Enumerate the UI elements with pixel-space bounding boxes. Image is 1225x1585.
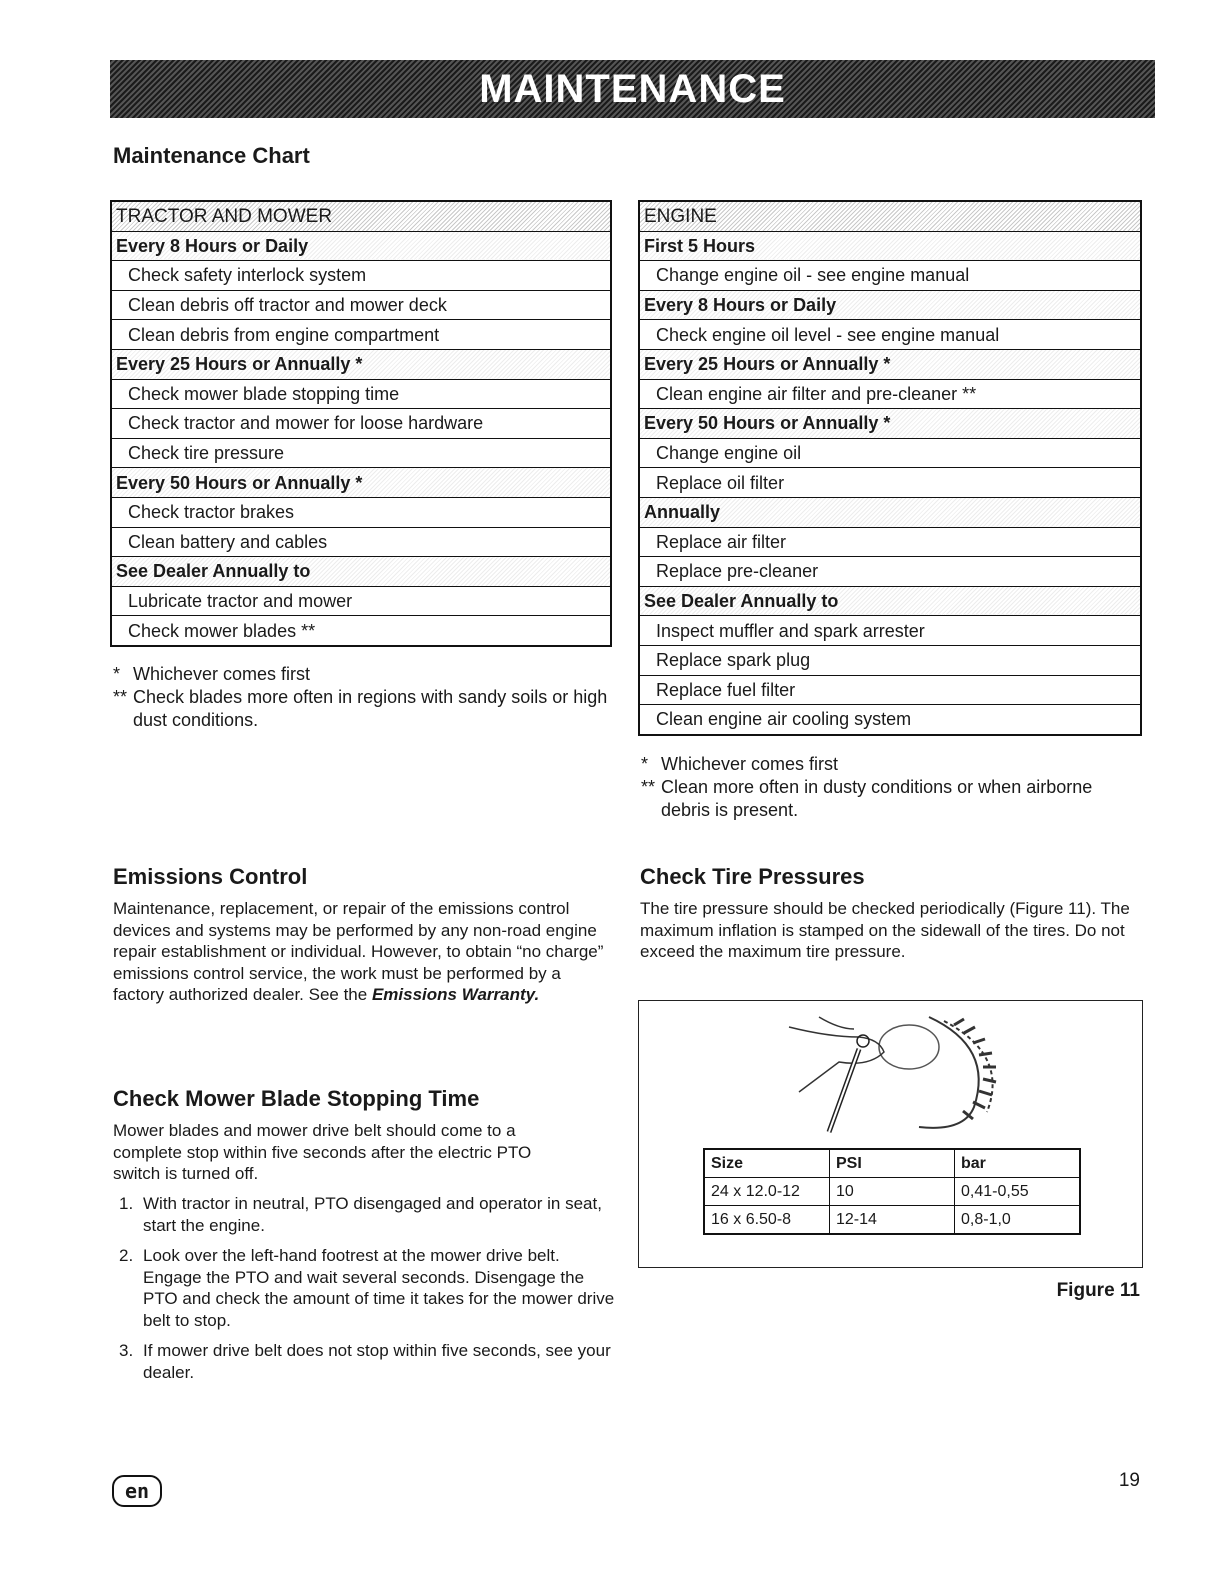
interval-header-row — [111, 231, 611, 261]
footnote-text: Check blades more often in regions with sandy soils or high dust conditions. — [133, 687, 608, 730]
task-row — [639, 468, 1141, 498]
task-row — [639, 705, 1141, 735]
footnote-mark: ** — [113, 687, 128, 707]
task-item: Lubricate tractor and mower — [111, 586, 611, 616]
task-item: Replace oil filter — [639, 468, 1141, 498]
task-row — [111, 320, 611, 350]
pressure-cell: 10 — [830, 1178, 955, 1206]
emissions-title: Emissions Control — [113, 864, 308, 889]
banner-title: MAINTENANCE — [479, 66, 786, 111]
task-row — [639, 645, 1141, 675]
pressure-header-cell: PSI — [830, 1149, 955, 1178]
interval-header: Every 50 Hours or Annually * — [111, 468, 611, 498]
blade-stop-steps — [113, 1193, 618, 1392]
footnote — [113, 663, 613, 686]
page-number: 19 — [1118, 1470, 1140, 1491]
task-item: Clean engine air cooling system — [639, 705, 1141, 735]
task-item: Check mower blades ** — [111, 616, 611, 646]
interval-header: See Dealer Annually to — [111, 557, 611, 587]
task-row — [111, 527, 611, 557]
interval-header: Annually — [639, 497, 1141, 527]
emissions-warranty-ref: Emissions Warranty. — [371, 985, 540, 1004]
task-item: Change engine oil - see engine manual — [639, 261, 1141, 291]
table-title: ENGINE — [639, 201, 1141, 231]
blade-stop-title: Check Mower Blade Stopping Time — [113, 1086, 480, 1111]
footnote-text: Whichever comes first — [133, 664, 311, 684]
tractor-notes — [113, 663, 613, 732]
pressure-cell: 0,41-0,55 — [955, 1178, 1081, 1206]
interval-header: Every 8 Hours or Daily — [639, 290, 1141, 320]
task-row — [639, 557, 1141, 587]
language-badge: en — [112, 1475, 162, 1507]
step-item — [113, 1193, 618, 1236]
interval-header-row — [111, 349, 611, 379]
task-row — [639, 261, 1141, 291]
pressure-row — [704, 1178, 1080, 1206]
task-row — [639, 438, 1141, 468]
pressure-header-row — [704, 1149, 1080, 1178]
tire-gauge-illustration — [759, 1007, 1019, 1137]
interval-header: Every 25 Hours or Annually * — [111, 349, 611, 379]
tire-pressure-body: The tire pressure should be checked periodically (Figure 11). The maximum inflation is stamped on the sidewall of the tires. Do not exceed the maximum tire pressure. — [640, 899, 1130, 961]
task-item: Check mower blade stopping time — [111, 379, 611, 409]
task-row — [111, 409, 611, 439]
task-item: Check tractor brakes — [111, 497, 611, 527]
engine-table — [638, 200, 1142, 736]
pressure-row — [704, 1206, 1080, 1235]
interval-header: See Dealer Annually to — [639, 586, 1141, 616]
task-row — [639, 616, 1141, 646]
table-title: TRACTOR AND MOWER — [111, 201, 611, 231]
pressure-cell: 16 x 6.50-8 — [704, 1206, 830, 1235]
pressure-cell: 12-14 — [830, 1206, 955, 1235]
footnote — [641, 776, 1141, 822]
step-item — [113, 1340, 618, 1383]
task-item: Clean battery and cables — [111, 527, 611, 557]
task-item: Replace spark plug — [639, 645, 1141, 675]
footnote-mark: ** — [641, 777, 656, 797]
task-item: Clean debris from engine compartment — [111, 320, 611, 350]
interval-header: First 5 Hours — [639, 231, 1141, 261]
tire-pressure-title: Check Tire Pressures — [640, 864, 865, 889]
task-item: Check tractor and mower for loose hardware — [111, 409, 611, 439]
interval-header: Every 50 Hours or Annually * — [639, 409, 1141, 439]
interval-header-row — [111, 557, 611, 587]
table-title-row — [639, 201, 1141, 231]
step-number: 2. — [119, 1246, 134, 1265]
task-item: Clean debris off tractor and mower deck — [111, 290, 611, 320]
task-item: Clean engine air filter and pre-cleaner ** — [639, 379, 1141, 409]
task-row — [111, 616, 611, 646]
tire-pressure-table — [703, 1148, 1081, 1235]
step-text: If mower drive belt does not stop within five seconds, see your dealer. — [143, 1341, 611, 1382]
task-item: Check safety interlock system — [111, 261, 611, 291]
footnote-mark: * — [641, 754, 649, 774]
task-item: Replace fuel filter — [639, 675, 1141, 705]
task-row — [639, 320, 1141, 350]
footnote — [113, 686, 613, 732]
task-item: Check engine oil level - see engine manual — [639, 320, 1141, 350]
task-item: Inspect muffler and spark arrester — [639, 616, 1141, 646]
step-text: With tractor in neutral, PTO disengaged and operator in seat, start the engine. — [143, 1194, 602, 1235]
footnote-text: Clean more often in dusty conditions or when airborne debris is present. — [661, 777, 1093, 820]
interval-header-row — [111, 468, 611, 498]
interval-header-row — [639, 349, 1141, 379]
task-item: Replace pre-cleaner — [639, 557, 1141, 587]
interval-header-row — [639, 586, 1141, 616]
blade-stop-intro: Mower blades and mower drive belt should come to a complete stop within five seconds after the electric PTO switch is turned off. — [113, 1121, 532, 1183]
interval-header-row — [639, 231, 1141, 261]
footnote-text: Whichever comes first — [661, 754, 839, 774]
step-number: 3. — [119, 1341, 134, 1360]
table-title-row — [111, 201, 611, 231]
task-row — [639, 379, 1141, 409]
tractor-mower-table — [110, 200, 612, 647]
task-row — [111, 379, 611, 409]
pressure-cell: 0,8-1,0 — [955, 1206, 1081, 1235]
engine-notes — [641, 753, 1141, 822]
maintenance-chart-title: Maintenance Chart — [113, 143, 310, 168]
footnote — [641, 753, 1141, 776]
task-row — [111, 290, 611, 320]
pressure-header-cell: Size — [704, 1149, 830, 1178]
figure-caption: Figure 11 — [1056, 1280, 1140, 1301]
figure-11-box — [638, 1000, 1143, 1268]
task-row — [111, 497, 611, 527]
step-text: Look over the left-hand footrest at the mower drive belt. Engage the PTO and wait several seconds. Disengage the PTO and check the amount of time it takes for the mower drive belt to stop. — [143, 1246, 615, 1330]
page-banner — [110, 60, 1155, 118]
interval-header-row — [639, 290, 1141, 320]
interval-header: Every 25 Hours or Annually * — [639, 349, 1141, 379]
task-row — [639, 527, 1141, 557]
pressure-cell: 24 x 12.0-12 — [704, 1178, 830, 1206]
step-number: 1. — [119, 1194, 134, 1213]
task-row — [111, 438, 611, 468]
task-row — [111, 586, 611, 616]
emissions-text: Maintenance, replacement, or repair of the emissions control devices and systems may be performed by any non-road engine repair establishment or individual. However, to obtain “no charge” emissions control service, the work must be performed by a factory authorized dealer. See the — [113, 899, 604, 1004]
task-item: Change engine oil — [639, 438, 1141, 468]
task-item: Replace air filter — [639, 527, 1141, 557]
task-item: Check tire pressure — [111, 438, 611, 468]
pressure-header-cell: bar — [955, 1149, 1081, 1178]
task-row — [639, 675, 1141, 705]
interval-header-row — [639, 497, 1141, 527]
emissions-body — [113, 898, 608, 1006]
task-row — [111, 261, 611, 291]
footnote-mark: * — [113, 664, 121, 684]
step-item — [113, 1245, 618, 1331]
interval-header: Every 8 Hours or Daily — [111, 231, 611, 261]
interval-header-row — [639, 409, 1141, 439]
